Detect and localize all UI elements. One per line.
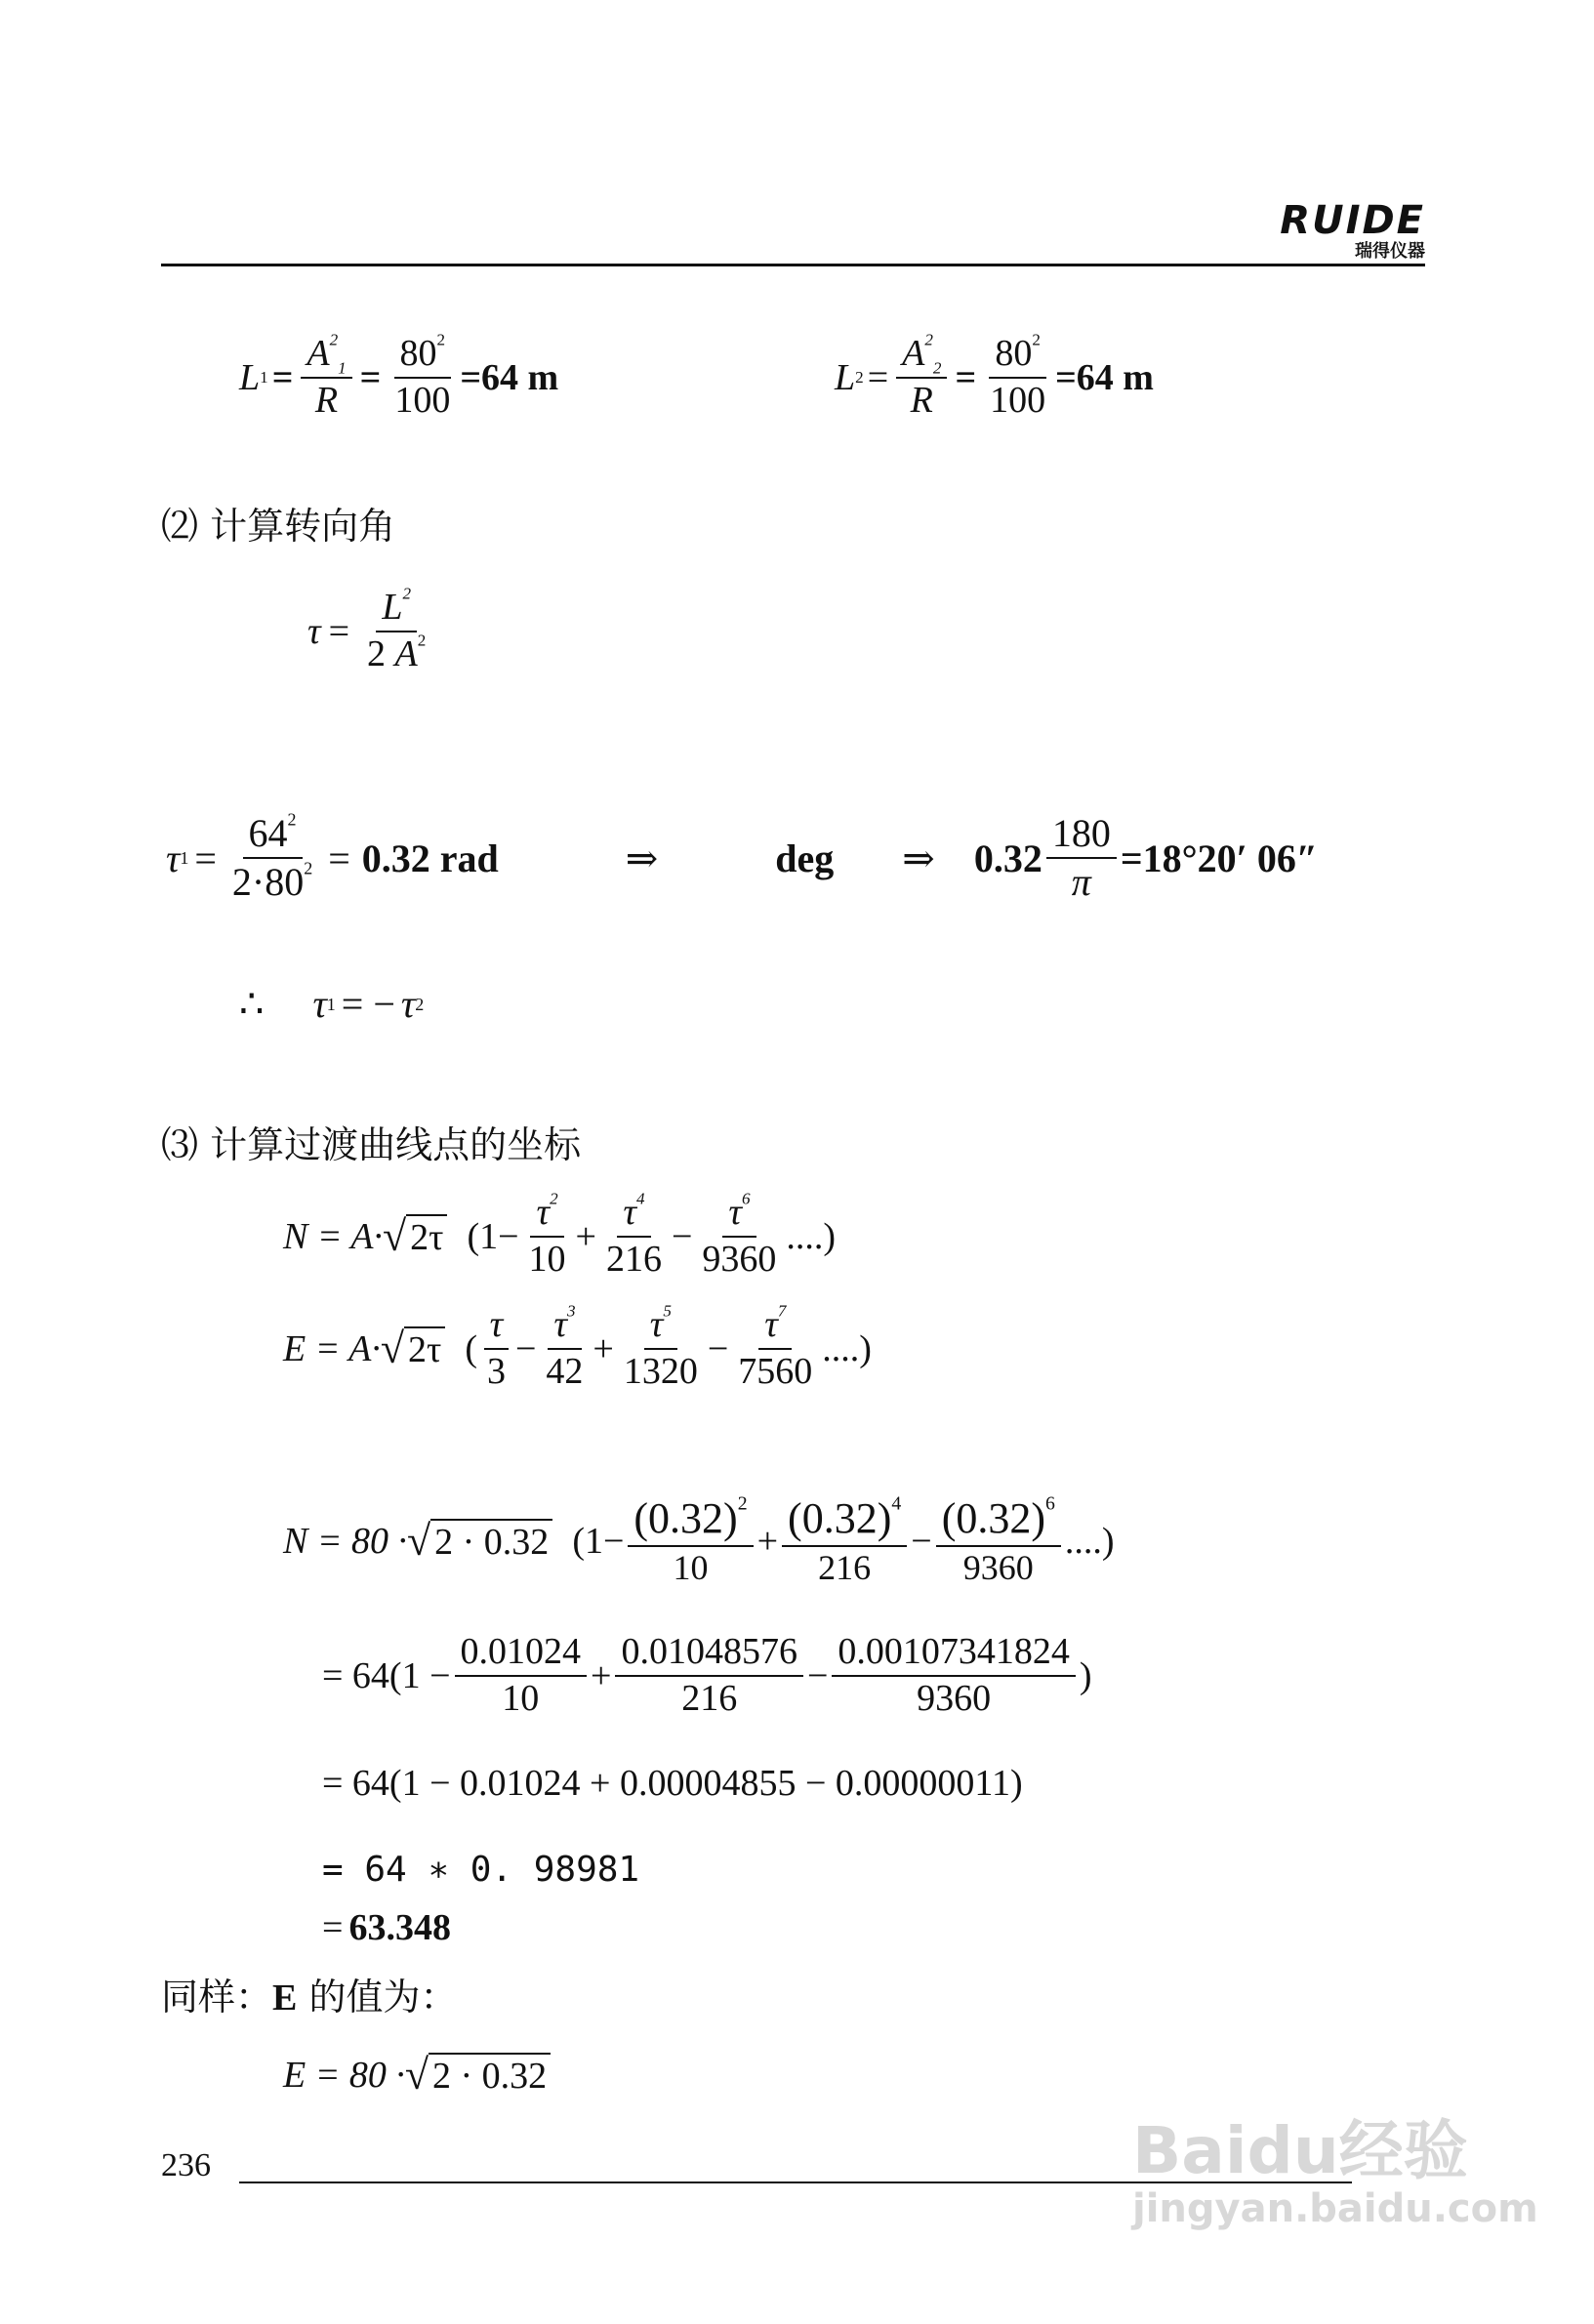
- sub: 2: [932, 358, 942, 378]
- coef: 0.32: [973, 836, 1042, 880]
- sup: 2: [417, 631, 427, 650]
- result: =64 m: [1055, 356, 1154, 398]
- equals: =: [955, 356, 977, 398]
- var-tau: τ: [553, 1304, 567, 1345]
- section-2-heading: ⑵ 计算转向角: [161, 505, 396, 548]
- logo-text: RUIDE: [1280, 198, 1425, 243]
- sup: 6: [741, 1189, 751, 1208]
- numerator: 0.01048576: [615, 1630, 803, 1677]
- watermark-url: jingyan.baidu.com: [1132, 2186, 1538, 2231]
- N-calc-line-2: [322, 1630, 1092, 1721]
- denominator: 10: [502, 1677, 540, 1719]
- fraction-L-2A: [361, 586, 431, 676]
- var-R: R: [314, 379, 339, 421]
- sup: 4: [636, 1189, 645, 1208]
- sqrt-radicand: 2τ: [406, 1214, 447, 1259]
- var-tau: τ: [400, 982, 416, 1026]
- tail: ....): [1064, 1520, 1115, 1562]
- N-result: 63.348: [348, 1907, 451, 1948]
- equals: =: [359, 356, 382, 398]
- sup: 2: [436, 330, 446, 349]
- denominator: 3: [486, 1350, 506, 1392]
- implies-arrow: ⇒: [625, 836, 659, 880]
- var-tau: τ: [307, 610, 321, 652]
- denominator: 10: [673, 1547, 709, 1587]
- numerator: 180: [1046, 810, 1117, 859]
- var-tau: τ: [764, 1304, 778, 1345]
- operator: +: [591, 1654, 612, 1696]
- var-R: R: [910, 379, 933, 421]
- var-A: A: [307, 333, 330, 374]
- numerator: 0.01024: [455, 1630, 588, 1677]
- sqrt-radicand: 2 · 0.32: [430, 1519, 552, 1564]
- sup: 2: [402, 584, 412, 603]
- sup: 5: [663, 1301, 672, 1321]
- equation-L2: L 2 = $\frac{A^2_2}{R}$ = $\frac{80^2}{100}$ =64 m: [835, 332, 1154, 423]
- var-A: A: [394, 632, 418, 674]
- fraction-180-pi: [1046, 810, 1117, 906]
- rad-value: 0.32 rad: [361, 836, 499, 880]
- implies-arrow: ⇒: [902, 836, 935, 880]
- equals: =: [328, 836, 350, 880]
- fraction-term: [628, 1493, 753, 1589]
- operator: −: [806, 1654, 829, 1696]
- denominator: 216: [681, 1677, 738, 1719]
- open-paren: (1−: [467, 1215, 519, 1257]
- tau1-equation: τ 1 = $\frac{64^2}{2\cdot 80^2}$ = 0.32 rad ⇒ deg ⇒ 0.32 $\frac{180}{\pi}$ =18°20′ 06″: [166, 809, 1318, 904]
- sup: 7: [777, 1301, 787, 1321]
- denominator: 216: [605, 1238, 662, 1280]
- same-text: [161, 1967, 457, 2020]
- tau-formula: [307, 586, 435, 676]
- equals: =: [194, 836, 217, 880]
- operator: −: [707, 1327, 729, 1369]
- lhs: E = A·: [283, 1327, 381, 1369]
- same-prefix: 同样：: [161, 1976, 273, 2018]
- numerator: (0.32): [788, 1494, 892, 1542]
- denominator: π: [1071, 860, 1091, 904]
- var-tau: τ: [623, 1192, 637, 1233]
- operator: −: [671, 1215, 693, 1257]
- operator: +: [756, 1520, 779, 1562]
- tail: ....): [786, 1215, 837, 1257]
- numerator: (0.32): [941, 1494, 1045, 1542]
- sup: 6: [1045, 1492, 1055, 1515]
- N-calc-line-5: [322, 1906, 451, 1949]
- fraction-A-R: [301, 332, 351, 423]
- sup: 2: [1032, 330, 1041, 349]
- fraction-term: [600, 1191, 668, 1282]
- deg-label: deg: [775, 836, 835, 880]
- denominator: 1320: [623, 1350, 698, 1392]
- var-tau: τ: [166, 836, 181, 880]
- numerator: 80: [995, 333, 1033, 374]
- equals: =: [328, 610, 350, 652]
- numerator: 0.00107341824: [832, 1630, 1076, 1677]
- var-tau: τ: [536, 1192, 551, 1233]
- sqrt-sign: √: [380, 1325, 405, 1373]
- therefore-line: ∴ τ 1 = − τ 2: [239, 982, 425, 1026]
- denominator: 100: [394, 379, 451, 421]
- tail: ): [1079, 1654, 1092, 1696]
- sup: 4: [891, 1492, 902, 1515]
- denominator: 9360: [917, 1677, 992, 1719]
- lhs: E = 80 ·: [283, 2054, 405, 2096]
- equals: =: [322, 1907, 344, 1948]
- numerator: 80: [399, 333, 437, 374]
- fraction-term: [832, 1630, 1076, 1721]
- var-tau: τ: [728, 1192, 742, 1233]
- operator: +: [593, 1327, 614, 1369]
- equals: =: [271, 356, 294, 398]
- fraction-64-80: [226, 810, 318, 906]
- fraction-80-100: [984, 332, 1051, 423]
- fraction-term: [732, 1303, 818, 1394]
- fraction-term: [455, 1630, 588, 1721]
- var-A: A: [902, 333, 925, 374]
- sup: 2: [287, 809, 297, 830]
- watermark-brand: Baidu经验: [1132, 2113, 1468, 2188]
- denominator: 7560: [738, 1350, 813, 1392]
- var-L: L: [835, 356, 856, 398]
- fraction-term: [540, 1303, 589, 1394]
- result: =18°20′ 06″: [1120, 836, 1318, 880]
- numerator: (0.32): [634, 1494, 738, 1542]
- page-number: 236: [161, 2147, 211, 2183]
- denominator: 216: [818, 1547, 872, 1587]
- var-tau: τ: [484, 1303, 510, 1350]
- open-paren: (: [465, 1327, 477, 1369]
- var-tau: τ: [312, 982, 327, 1026]
- prefix: = 64(1 −: [322, 1654, 451, 1696]
- same-suffix: 的值为：: [297, 1976, 458, 2018]
- header-rule: [161, 264, 1425, 266]
- open-paren: (1−: [572, 1520, 625, 1562]
- var-E: E: [272, 1977, 298, 2018]
- operator: +: [575, 1215, 596, 1257]
- sqrt-radicand: 2 · 0.32: [429, 2053, 551, 2098]
- sqrt-sign: √: [404, 2051, 429, 2099]
- E-formula: [283, 1303, 872, 1394]
- logo-subtext: 瑞得仪器: [1355, 241, 1425, 262]
- fraction-term: [782, 1493, 907, 1589]
- sup: 2: [924, 330, 933, 349]
- equals-minus: = −: [341, 982, 395, 1026]
- denominator: 9360: [962, 1547, 1034, 1587]
- section-3-heading: ⑶ 计算过渡曲线点的坐标: [161, 1123, 582, 1166]
- E-calc-line: [283, 2050, 551, 2100]
- denominator: 2·80: [231, 860, 305, 904]
- fraction-term: [696, 1191, 782, 1282]
- sqrt-sign: √: [383, 1212, 407, 1261]
- N-calc-line-1: [283, 1493, 1115, 1589]
- sub: 1: [338, 358, 347, 378]
- fraction-term: [523, 1191, 572, 1282]
- denominator: 42: [546, 1350, 584, 1392]
- var-tau: τ: [649, 1304, 664, 1345]
- equation-L1: L 1 = $\frac{A^2_1}{R}$ = $\frac{80^2}{100}$ =64 m: [239, 332, 558, 423]
- lhs: N = A·: [283, 1215, 384, 1257]
- sup: 2: [550, 1189, 558, 1208]
- sqrt-radicand: 2τ: [404, 1326, 445, 1371]
- fraction-term: [615, 1630, 803, 1721]
- fraction-80-100: [388, 332, 456, 423]
- sup: 2: [737, 1492, 748, 1515]
- sup: 2: [329, 330, 339, 349]
- denominator: 100: [990, 379, 1046, 421]
- fraction-term: [481, 1303, 511, 1394]
- denominator: 9360: [702, 1238, 777, 1280]
- fraction-A-R: [896, 332, 947, 423]
- tail: ....): [822, 1327, 872, 1369]
- N-formula: [283, 1191, 836, 1282]
- fraction-term: [936, 1493, 1061, 1589]
- numerator: 64: [248, 811, 288, 855]
- operator: −: [514, 1327, 537, 1369]
- N-calc-line-4: = 64 ∗ 0. 98981: [322, 1850, 640, 1890]
- var-L: L: [239, 356, 261, 398]
- equals: =: [867, 356, 889, 398]
- lhs: N = 80 ·: [283, 1520, 407, 1562]
- result: =64 m: [460, 356, 559, 398]
- sqrt-sign: √: [407, 1517, 431, 1566]
- ruide-logo: [1269, 200, 1425, 263]
- var-L: L: [382, 587, 403, 628]
- N-calc-line-3: = 64(1 − 0.01024 + 0.00004855 − 0.00000011): [322, 1763, 1023, 1804]
- denominator: 10: [528, 1238, 566, 1280]
- fraction-term: [618, 1303, 704, 1394]
- sup: 3: [566, 1301, 576, 1321]
- therefore-symbol: ∴: [239, 982, 265, 1026]
- operator: −: [911, 1520, 932, 1562]
- sup: 2: [304, 858, 313, 878]
- coef: 2: [367, 632, 387, 674]
